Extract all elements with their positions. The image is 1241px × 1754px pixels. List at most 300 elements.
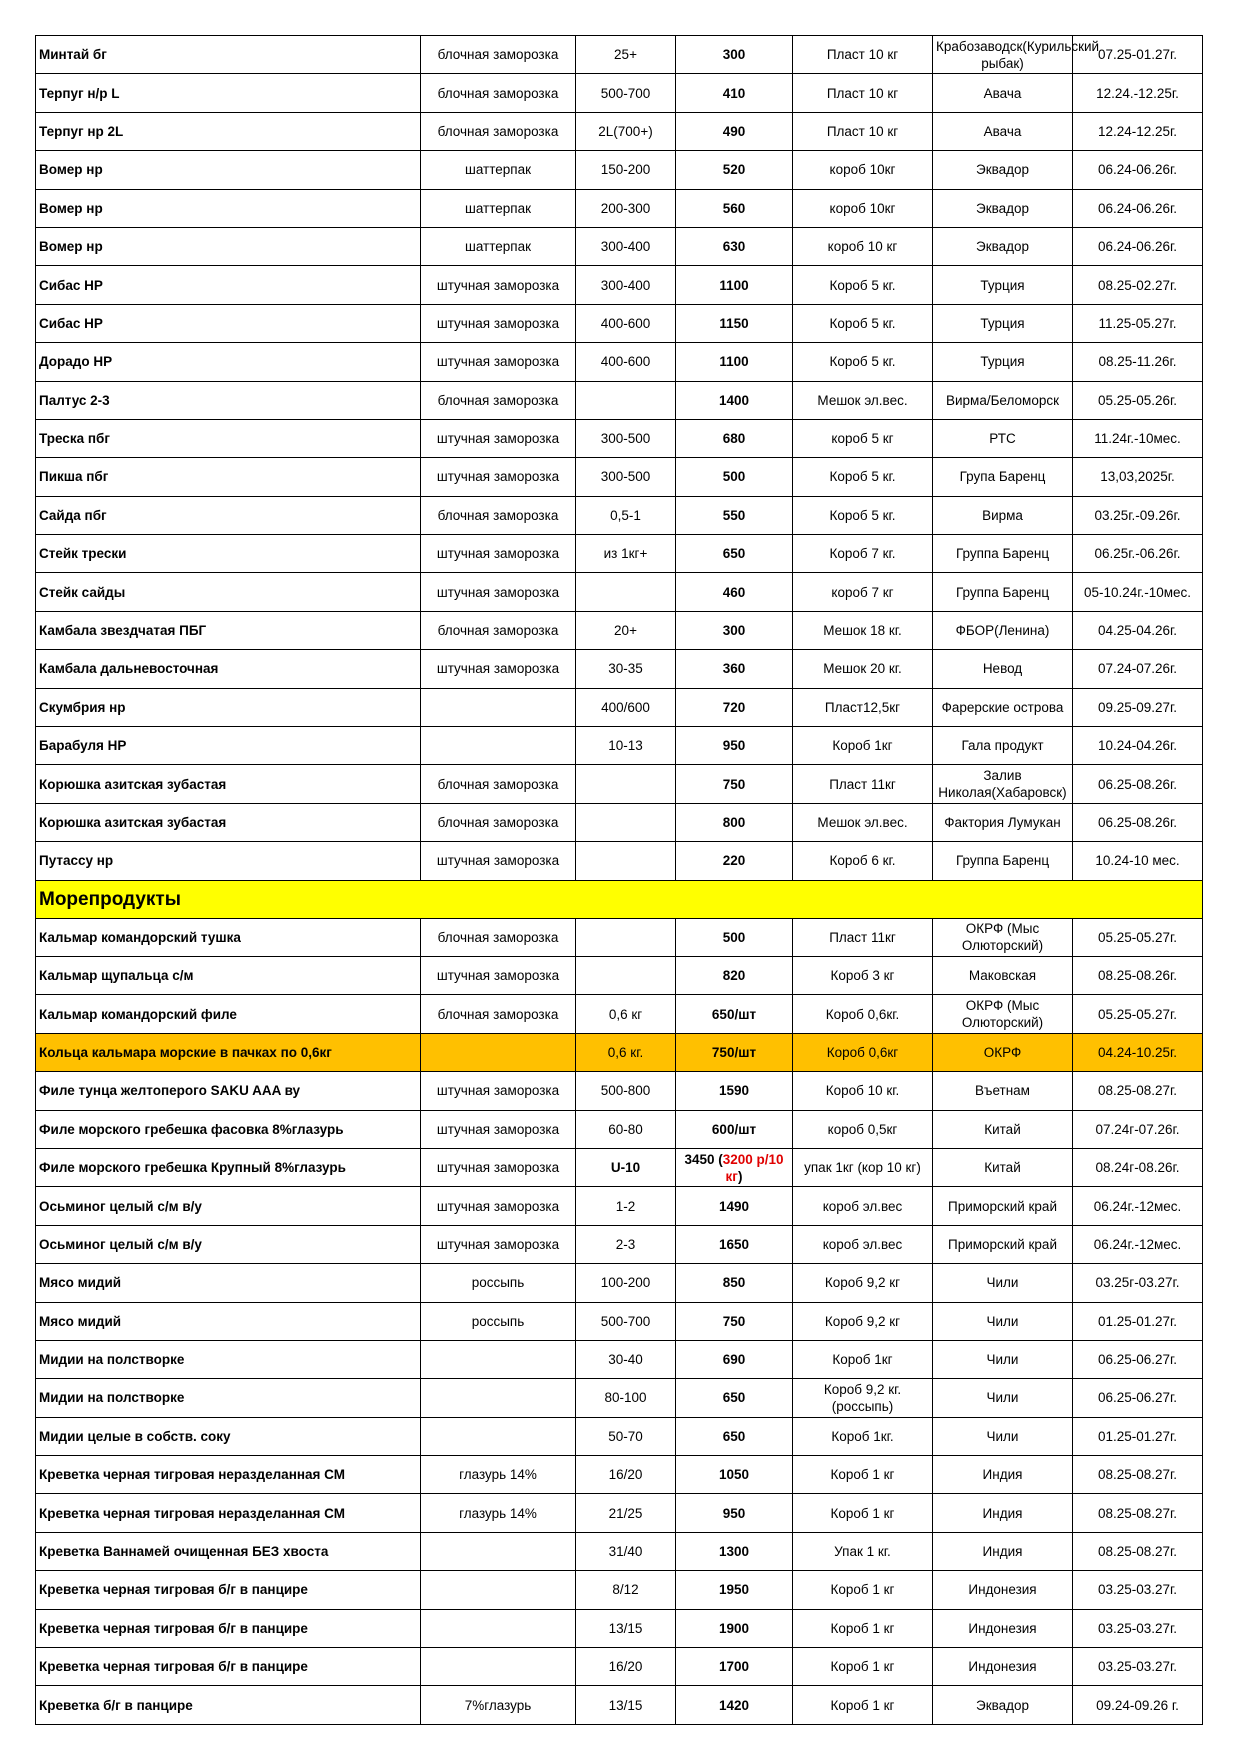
size-cell [576, 918, 676, 956]
product-name-cell: Мидии на полстворке [36, 1379, 421, 1417]
freeze-type-cell: блочная заморозка [421, 918, 576, 956]
size-cell: 25+ [576, 36, 676, 74]
price-cell: 950 [676, 1494, 793, 1532]
freeze-type-cell: штучная заморозка [421, 419, 576, 457]
price-cell: 750 [676, 765, 793, 803]
packaging-cell: Короб 9,2 кг. (россыпь) [793, 1379, 933, 1417]
product-name-cell: Треска пбг [36, 419, 421, 457]
product-name-cell: Стейк трески [36, 535, 421, 573]
price-cell: 800 [676, 803, 793, 841]
product-name-cell: Камбала дальневосточная [36, 650, 421, 688]
production-date-cell: 03.25-03.27г. [1073, 1648, 1203, 1686]
size-cell [576, 381, 676, 419]
table-row [36, 1110, 1203, 1148]
size-cell [576, 765, 676, 803]
product-name-cell: Минтай бг [36, 36, 421, 74]
product-name-cell: Палтус 2-3 [36, 381, 421, 419]
price-cell: 950 [676, 727, 793, 765]
price-cell: 650/шт [676, 995, 793, 1033]
production-date-cell: 07.24-07.26г. [1073, 650, 1203, 688]
production-date-cell: 12.24.-12.25г. [1073, 74, 1203, 112]
freeze-type-cell: штучная заморозка [421, 458, 576, 496]
product-name-cell: Креветка Ваннамей очищенная БЕЗ хвоста [36, 1532, 421, 1570]
size-cell: 30-40 [576, 1340, 676, 1378]
product-name-cell: Мидии на полстворке [36, 1340, 421, 1378]
table-row [36, 1148, 1203, 1186]
packaging-cell: короб 5 кг [793, 419, 933, 457]
size-cell: из 1кг+ [576, 535, 676, 573]
packaging-cell: Короб 0,6кг. [793, 995, 933, 1033]
production-date-cell: 06.25-08.26г. [1073, 765, 1203, 803]
size-cell: 150-200 [576, 151, 676, 189]
production-date-cell: 03.25г-03.27г. [1073, 1264, 1203, 1302]
freeze-type-cell: блочная заморозка [421, 803, 576, 841]
production-date-cell: 08.25-11.26г. [1073, 343, 1203, 381]
freeze-type-cell [421, 1532, 576, 1570]
packaging-cell: Короб 1 кг [793, 1494, 933, 1532]
manufacturer-cell: Китай [933, 1148, 1073, 1186]
production-date-cell: 08.25-08.27г. [1073, 1532, 1203, 1570]
table-row [36, 1225, 1203, 1263]
packaging-cell: Короб 3 кг [793, 956, 933, 994]
price-cell: 850 [676, 1264, 793, 1302]
product-name-cell: Осьминог целый с/м в/у [36, 1187, 421, 1225]
production-date-cell: 01.25-01.27г. [1073, 1302, 1203, 1340]
product-name-cell: Креветка черная тигровая неразделанная СМ [36, 1456, 421, 1494]
manufacturer-cell: Турция [933, 266, 1073, 304]
production-date-cell: 05-10.24г.-10мес. [1073, 573, 1203, 611]
price-cell: 650 [676, 535, 793, 573]
freeze-type-cell: штучная заморозка [421, 1072, 576, 1110]
manufacturer-cell: РТС [933, 419, 1073, 457]
packaging-cell: Короб 1 кг [793, 1648, 933, 1686]
price-note: 3200 р/10 кг [722, 1151, 784, 1184]
packaging-cell: Короб 7 кг. [793, 535, 933, 573]
table-row [36, 1609, 1203, 1647]
production-date-cell: 08.25-08.27г. [1073, 1072, 1203, 1110]
price-cell: 1100 [676, 343, 793, 381]
production-date-cell: 06.24г.-12мес. [1073, 1225, 1203, 1263]
manufacturer-cell: Индонезия [933, 1648, 1073, 1686]
manufacturer-cell: ОКРФ [933, 1033, 1073, 1071]
packaging-cell: Короб 1 кг [793, 1571, 933, 1609]
product-name-cell: Креветка черная тигровая б/г в панцире [36, 1648, 421, 1686]
product-name-cell: Осьминог целый с/м в/у [36, 1225, 421, 1263]
production-date-cell: 04.24-10.25г. [1073, 1033, 1203, 1071]
production-date-cell: 06.25-08.26г. [1073, 803, 1203, 841]
price-cell: 220 [676, 842, 793, 880]
product-name-cell: Креветка черная тигровая б/г в панцире [36, 1609, 421, 1647]
manufacturer-cell: Группа Баренц [933, 842, 1073, 880]
manufacturer-cell: ОКРФ (Мыс Олюторский) [933, 995, 1073, 1033]
price-cell: 630 [676, 227, 793, 265]
product-name-cell: Креветка черная тигровая б/г в панцире [36, 1571, 421, 1609]
price-cell: 360 [676, 650, 793, 688]
packaging-cell: Пласт 10 кг [793, 36, 933, 74]
packaging-cell: Короб 6 кг. [793, 842, 933, 880]
price-cell: 520 [676, 151, 793, 189]
packaging-cell: короб эл.вес [793, 1225, 933, 1263]
table-row [36, 1648, 1203, 1686]
packaging-cell: Короб 5 кг. [793, 304, 933, 342]
product-name-cell: Кальмар командорский филе [36, 995, 421, 1033]
table-row [36, 956, 1203, 994]
production-date-cell: 09.25-09.27г. [1073, 688, 1203, 726]
manufacturer-cell: Эквадор [933, 189, 1073, 227]
price-cell: 650 [676, 1417, 793, 1455]
packaging-cell: Мешок 20 кг. [793, 650, 933, 688]
packaging-cell: Пласт 11кг [793, 918, 933, 956]
freeze-type-cell [421, 688, 576, 726]
packaging-cell: короб 10кг [793, 151, 933, 189]
price-cell: 500 [676, 918, 793, 956]
price-cell: 1300 [676, 1532, 793, 1570]
size-cell: 60-80 [576, 1110, 676, 1148]
packaging-cell: Короб 0,6кг [793, 1033, 933, 1071]
manufacturer-cell: Чили [933, 1264, 1073, 1302]
size-cell: 2-3 [576, 1225, 676, 1263]
table-row [36, 727, 1203, 765]
product-name-cell: Мясо мидий [36, 1302, 421, 1340]
production-date-cell: 08.25-08.27г. [1073, 1456, 1203, 1494]
product-name-cell: Кольца кальмара морские в пачках по 0,6кг [36, 1033, 421, 1071]
size-cell: 8/12 [576, 1571, 676, 1609]
freeze-type-cell [421, 1571, 576, 1609]
size-cell: 300-400 [576, 227, 676, 265]
freeze-type-cell: блочная заморозка [421, 36, 576, 74]
freeze-type-cell [421, 1417, 576, 1455]
table-row [36, 995, 1203, 1033]
price-cell: 1590 [676, 1072, 793, 1110]
production-date-cell: 05.25-05.27г. [1073, 918, 1203, 956]
freeze-type-cell: 7%глазурь [421, 1686, 576, 1724]
table-row [36, 803, 1203, 841]
freeze-type-cell: россыпь [421, 1264, 576, 1302]
price-cell: 560 [676, 189, 793, 227]
packaging-cell: Короб 5 кг. [793, 343, 933, 381]
product-name-cell: Мидии целые в собств. соку [36, 1417, 421, 1455]
manufacturer-cell: Вирма/Беломорск [933, 381, 1073, 419]
size-cell [576, 803, 676, 841]
manufacturer-cell: Маковская [933, 956, 1073, 994]
manufacturer-cell: Эквадор [933, 151, 1073, 189]
production-date-cell: 03.25г.-09.26г. [1073, 496, 1203, 534]
manufacturer-cell: Эквадор [933, 1686, 1073, 1724]
freeze-type-cell: штучная заморозка [421, 266, 576, 304]
product-name-cell: Вомер нр [36, 227, 421, 265]
price-tail: ) [737, 1168, 743, 1184]
product-name-cell: Стейк сайды [36, 573, 421, 611]
price-cell: 720 [676, 688, 793, 726]
product-name-cell: Сайда пбг [36, 496, 421, 534]
manufacturer-cell: ФБОР(Ленина) [933, 611, 1073, 649]
packaging-cell: Мешок эл.вес. [793, 803, 933, 841]
production-date-cell: 01.25-01.27г. [1073, 1417, 1203, 1455]
price-cell: 690 [676, 1340, 793, 1378]
table-row [36, 573, 1203, 611]
production-date-cell: 06.24-06.26г. [1073, 151, 1203, 189]
production-date-cell: 04.25-04.26г. [1073, 611, 1203, 649]
freeze-type-cell: штучная заморозка [421, 1148, 576, 1186]
size-cell: 50-70 [576, 1417, 676, 1455]
production-date-cell: 06.25-06.27г. [1073, 1340, 1203, 1378]
packaging-cell: короб 10 кг [793, 227, 933, 265]
size-cell: 500-700 [576, 74, 676, 112]
size-cell: 300-400 [576, 266, 676, 304]
table-row [36, 112, 1203, 150]
production-date-cell: 10.24-04.26г. [1073, 727, 1203, 765]
manufacturer-cell: Индия [933, 1456, 1073, 1494]
size-cell: 500-800 [576, 1072, 676, 1110]
table-row [36, 1417, 1203, 1455]
size-cell [576, 956, 676, 994]
size-cell: 13/15 [576, 1609, 676, 1647]
table-row [36, 842, 1203, 880]
table-row [36, 1571, 1203, 1609]
price-cell: 550 [676, 496, 793, 534]
production-date-cell: 03.25-03.27г. [1073, 1571, 1203, 1609]
manufacturer-cell: Группа Баренц [933, 535, 1073, 573]
manufacturer-cell: Индия [933, 1532, 1073, 1570]
manufacturer-cell: Турция [933, 343, 1073, 381]
price-cell: 500 [676, 458, 793, 496]
table-row [36, 688, 1203, 726]
packaging-cell: Короб 1кг. [793, 1417, 933, 1455]
freeze-type-cell: штучная заморозка [421, 535, 576, 573]
table-row [36, 1264, 1203, 1302]
table-row [36, 1379, 1203, 1417]
production-date-cell: 10.24-10 мес. [1073, 842, 1203, 880]
price-cell: 1400 [676, 381, 793, 419]
freeze-type-cell: шаттерпак [421, 227, 576, 265]
table-row [36, 1494, 1203, 1532]
size-cell: 400/600 [576, 688, 676, 726]
price-cell: 1650 [676, 1225, 793, 1263]
freeze-type-cell [421, 1648, 576, 1686]
section-title: Морепродукты [36, 880, 1203, 918]
table-row [36, 1340, 1203, 1378]
production-date-cell: 09.24-09.26 г. [1073, 1686, 1203, 1724]
product-name-cell: Кальмар командорский тушка [36, 918, 421, 956]
size-cell: 100-200 [576, 1264, 676, 1302]
packaging-cell: упак 1кг (кор 10 кг) [793, 1148, 933, 1186]
production-date-cell: 11.25-05.27г. [1073, 304, 1203, 342]
price-cell: 750/шт [676, 1033, 793, 1071]
price-cell: 490 [676, 112, 793, 150]
size-cell: 0,5-1 [576, 496, 676, 534]
freeze-type-cell: шаттерпак [421, 151, 576, 189]
product-name-cell: Вомер нр [36, 189, 421, 227]
product-name-cell: Терпуг н/р L [36, 74, 421, 112]
manufacturer-cell: Вирма [933, 496, 1073, 534]
freeze-type-cell: блочная заморозка [421, 112, 576, 150]
table-row [36, 496, 1203, 534]
product-name-cell: Терпуг нр 2L [36, 112, 421, 150]
freeze-type-cell: штучная заморозка [421, 1187, 576, 1225]
size-cell: 1-2 [576, 1187, 676, 1225]
production-date-cell: 06.25-06.27г. [1073, 1379, 1203, 1417]
production-date-cell: 07.25-01.27г. [1073, 36, 1203, 74]
product-name-cell: Креветка б/г в панцире [36, 1686, 421, 1724]
size-cell [576, 842, 676, 880]
freeze-type-cell: россыпь [421, 1302, 576, 1340]
table-row [36, 1033, 1203, 1071]
packaging-cell: короб эл.вес [793, 1187, 933, 1225]
size-cell: 400-600 [576, 343, 676, 381]
size-cell: 80-100 [576, 1379, 676, 1417]
production-date-cell: 05.25-05.26г. [1073, 381, 1203, 419]
packaging-cell: короб 7 кг [793, 573, 933, 611]
table-row [36, 266, 1203, 304]
product-name-cell: Вомер нр [36, 151, 421, 189]
packaging-cell: короб 10кг [793, 189, 933, 227]
freeze-type-cell [421, 727, 576, 765]
product-name-cell: Креветка черная тигровая неразделанная СМ [36, 1494, 421, 1532]
product-name-cell: Корюшка азитская зубастая [36, 803, 421, 841]
price-cell: 680 [676, 419, 793, 457]
manufacturer-cell: Крабозаводск(Курильский рыбак) [933, 36, 1073, 74]
production-date-cell: 08.24г-08.26г. [1073, 1148, 1203, 1186]
freeze-type-cell: блочная заморозка [421, 995, 576, 1033]
price-cell: 1100 [676, 266, 793, 304]
price-list-table [35, 35, 1203, 1725]
price-cell: 1490 [676, 1187, 793, 1225]
manufacturer-cell: Група Баренц [933, 458, 1073, 496]
table-row [36, 765, 1203, 803]
price-cell: 1150 [676, 304, 793, 342]
production-date-cell: 13,03,2025г. [1073, 458, 1203, 496]
price-cell: 750 [676, 1302, 793, 1340]
table-row [36, 343, 1203, 381]
product-name-cell: Камбала звездчатая ПБГ [36, 611, 421, 649]
table-row [36, 1187, 1203, 1225]
manufacturer-cell: Чили [933, 1340, 1073, 1378]
manufacturer-cell: Фарерские острова [933, 688, 1073, 726]
manufacturer-cell: Фактория Лумукан [933, 803, 1073, 841]
freeze-type-cell: штучная заморозка [421, 1225, 576, 1263]
price-cell: 460 [676, 573, 793, 611]
manufacturer-cell: Невод [933, 650, 1073, 688]
size-cell: U-10 [576, 1148, 676, 1186]
manufacturer-cell: Чили [933, 1302, 1073, 1340]
product-name-cell: Корюшка азитская зубастая [36, 765, 421, 803]
manufacturer-cell: Индонезия [933, 1571, 1073, 1609]
price-cell: 1950 [676, 1571, 793, 1609]
freeze-type-cell: блочная заморозка [421, 765, 576, 803]
production-date-cell: 08.25-02.27г. [1073, 266, 1203, 304]
table-row [36, 151, 1203, 189]
table-row [36, 1686, 1203, 1724]
packaging-cell: Короб 1 кг [793, 1456, 933, 1494]
manufacturer-cell: Залив Николая(Хабаровск) [933, 765, 1073, 803]
table-row [36, 381, 1203, 419]
table-row [36, 1456, 1203, 1494]
size-cell [576, 573, 676, 611]
freeze-type-cell: шаттерпак [421, 189, 576, 227]
freeze-type-cell: штучная заморозка [421, 304, 576, 342]
freeze-type-cell: глазурь 14% [421, 1456, 576, 1494]
manufacturer-cell: Группа Баренц [933, 573, 1073, 611]
table-row [36, 36, 1203, 74]
freeze-type-cell [421, 1609, 576, 1647]
table-row [36, 304, 1203, 342]
packaging-cell: Короб 5 кг. [793, 496, 933, 534]
price-cell: 1700 [676, 1648, 793, 1686]
freeze-type-cell: штучная заморозка [421, 956, 576, 994]
production-date-cell: 06.25г.-06.26г. [1073, 535, 1203, 573]
freeze-type-cell [421, 1340, 576, 1378]
freeze-type-cell [421, 1379, 576, 1417]
size-cell: 31/40 [576, 1532, 676, 1570]
product-name-cell: Путассу нр [36, 842, 421, 880]
size-cell: 13/15 [576, 1686, 676, 1724]
manufacturer-cell: Чили [933, 1417, 1073, 1455]
price-cell [676, 1148, 793, 1186]
product-name-cell: Барабуля НР [36, 727, 421, 765]
price-cell: 300 [676, 36, 793, 74]
price-cell: 1420 [676, 1686, 793, 1724]
price-cell: 820 [676, 956, 793, 994]
freeze-type-cell: штучная заморозка [421, 842, 576, 880]
packaging-cell: Короб 1 кг [793, 1609, 933, 1647]
size-cell: 0,6 кг [576, 995, 676, 1033]
size-cell: 500-700 [576, 1302, 676, 1340]
price-cell: 600/шт [676, 1110, 793, 1148]
packaging-cell: короб 0,5кг [793, 1110, 933, 1148]
price-cell: 1050 [676, 1456, 793, 1494]
production-date-cell: 06.24г.-12мес. [1073, 1187, 1203, 1225]
price-list-body [36, 36, 1203, 1725]
freeze-type-cell: глазурь 14% [421, 1494, 576, 1532]
size-cell: 300-500 [576, 419, 676, 457]
packaging-cell: Пласт 10 кг [793, 112, 933, 150]
packaging-cell: Короб 1 кг [793, 1686, 933, 1724]
freeze-type-cell [421, 1033, 576, 1071]
table-row [36, 189, 1203, 227]
size-cell: 21/25 [576, 1494, 676, 1532]
table-row [36, 74, 1203, 112]
section-header-row [36, 880, 1203, 918]
table-row [36, 227, 1203, 265]
product-name-cell: Сибас НР [36, 266, 421, 304]
freeze-type-cell: блочная заморозка [421, 74, 576, 112]
product-name-cell: Филе морского гребешка фасовка 8%глазурь [36, 1110, 421, 1148]
size-cell: 16/20 [576, 1456, 676, 1494]
manufacturer-cell: Авача [933, 112, 1073, 150]
size-cell: 0,6 кг. [576, 1033, 676, 1071]
price-cell: 300 [676, 611, 793, 649]
manufacturer-cell: Въетнам [933, 1072, 1073, 1110]
table-row [36, 611, 1203, 649]
packaging-cell: Пласт 11кг [793, 765, 933, 803]
product-name-cell: Сибас НР [36, 304, 421, 342]
product-name-cell: Кальмар щупальца с/м [36, 956, 421, 994]
size-cell: 400-600 [576, 304, 676, 342]
packaging-cell: Пласт 10 кг [793, 74, 933, 112]
packaging-cell: Короб 1кг [793, 1340, 933, 1378]
packaging-cell: Пласт12,5кг [793, 688, 933, 726]
packaging-cell: Короб 9,2 кг [793, 1264, 933, 1302]
table-row [36, 918, 1203, 956]
packaging-cell: Мешок эл.вес. [793, 381, 933, 419]
product-name-cell: Филе тунца желтоперого SAKU AAA ву [36, 1072, 421, 1110]
size-cell: 2L(700+) [576, 112, 676, 150]
manufacturer-cell: Приморский край [933, 1225, 1073, 1263]
price-main: 3450 ( [684, 1151, 723, 1167]
production-date-cell: 05.25-05.27г. [1073, 995, 1203, 1033]
manufacturer-cell: Турция [933, 304, 1073, 342]
freeze-type-cell: штучная заморозка [421, 573, 576, 611]
